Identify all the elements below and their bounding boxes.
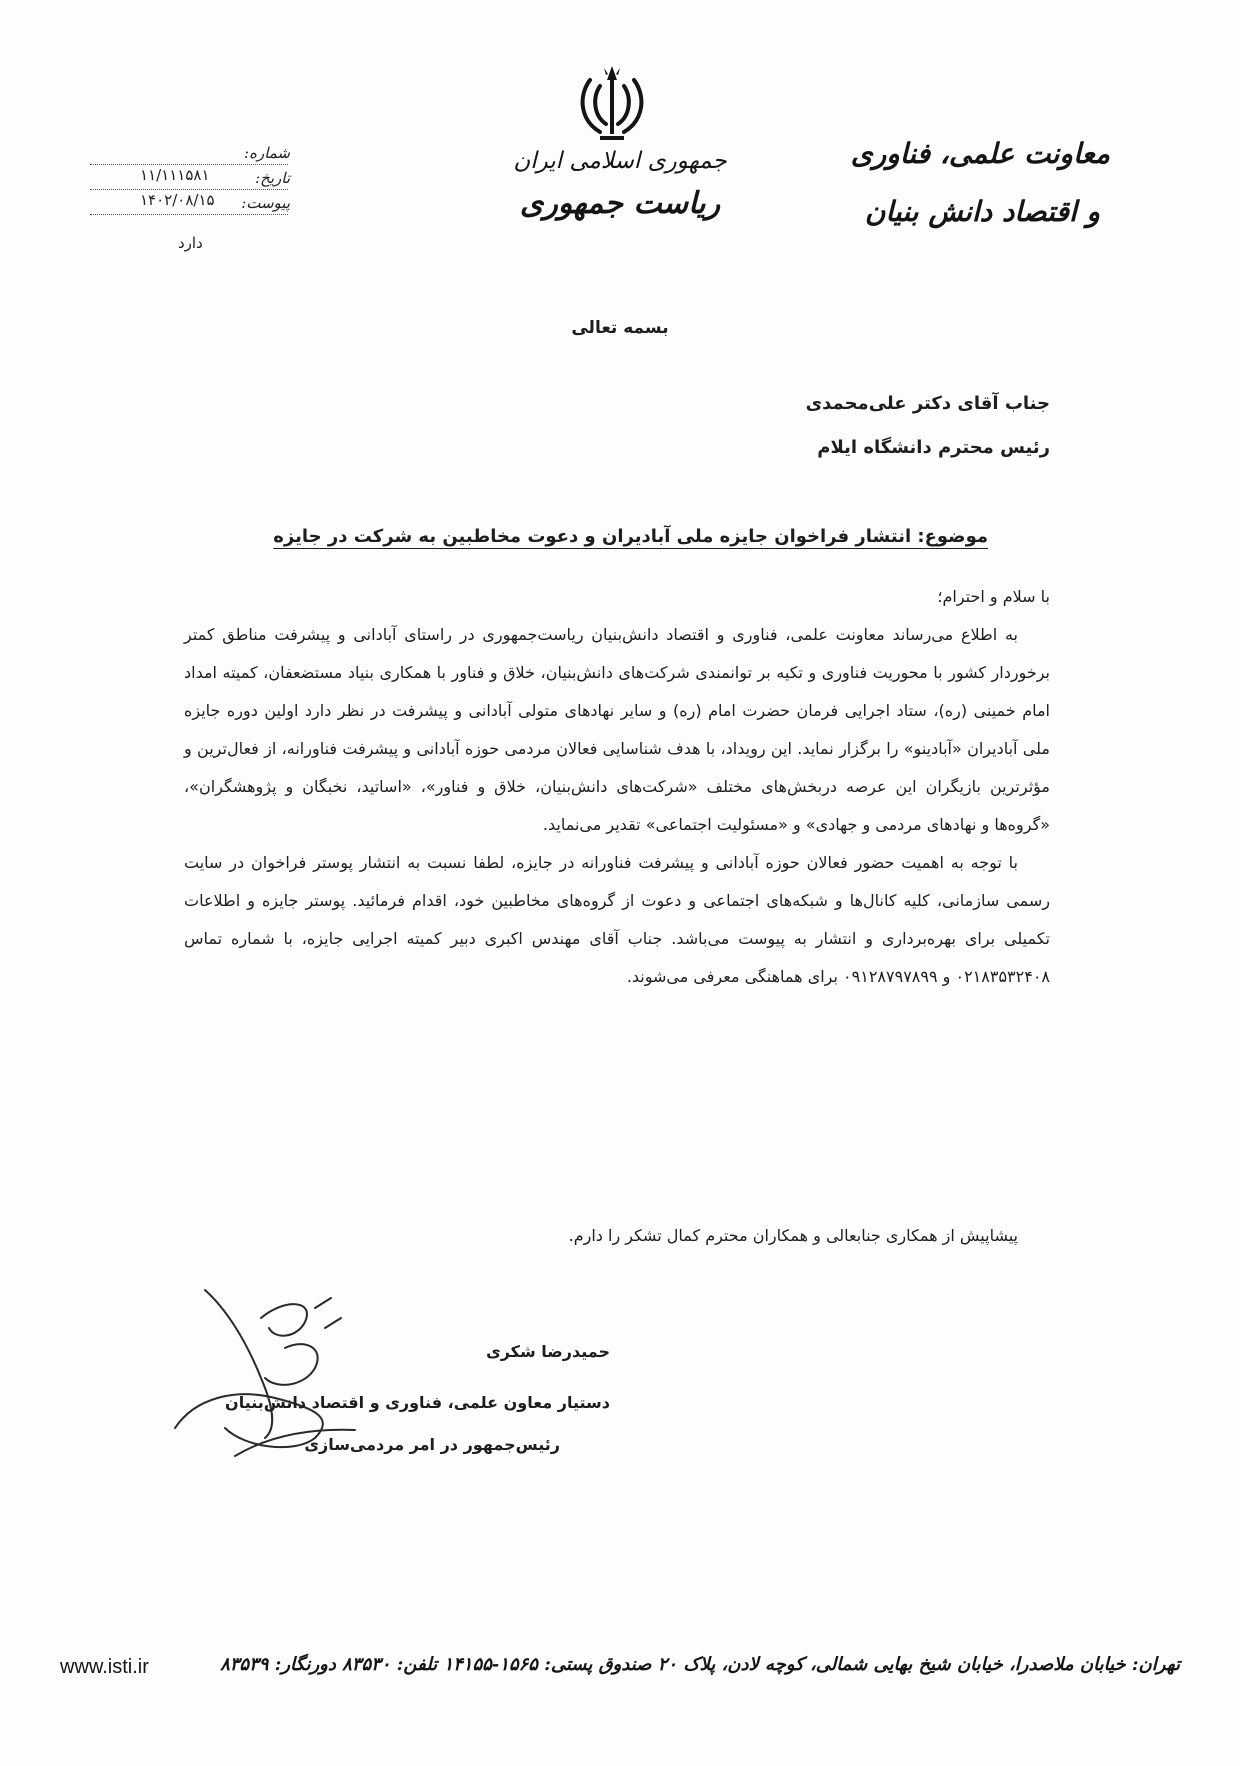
website-link[interactable]: www.isti.ir — [60, 1656, 149, 1678]
letter-body — [184, 578, 1050, 996]
paragraph-2: با توجه به اهمیت حضور فعالان حوزه آبادانی و پیشرفت فناورانه در جایزه، لطفا نسبت به انتشار پوستر فراخوان در سایت رسمی سازمانی، کلیه کانال‌ها و شبکه‌های اجتماعی و دعوت از گروه‌های مخاطبین خود، اقدام فرمائید. پوستر جایزه و اطلاعات تکمیلی برای بهره‌برداری و انتشار به پیوست می‌باشد. جناب آقای مهندس اکبری دبیر کمیته اجرایی جایزه، با شماره تماس ۰۲۱۸۳۵۳۲۴۰۸ و ۰۹۱۲۸۷۹۷۸۹۹ برای هماهنگی معرفی می‌شوند. — [184, 853, 1050, 986]
subject-text: موضوع: انتشار فراخوان جایزه ملی آبادیران و دعوت مخاطبین به شرکت در جایزه — [273, 526, 988, 547]
date-label: تاریخ: — [255, 169, 290, 187]
subject-line — [128, 526, 988, 547]
government-line-2: ریاست جمهوری — [519, 186, 721, 221]
government-line-1: جمهوری اسلامی ایران — [513, 148, 727, 174]
signatory-name: حمیدرضا شکری — [486, 1342, 610, 1361]
signatory-title-line-1: دستیار معاون علمی، فناوری و اقتصاد دانش‌بنیان — [225, 1393, 610, 1412]
number-label: شماره: — [244, 144, 290, 162]
attachment-value: دارد — [178, 234, 203, 252]
date-value: ۱۴۰۲/۰۸/۱۵ — [140, 191, 215, 209]
signatory-title-line-2: رئیس‌جمهور در امر مردمی‌سازی — [304, 1435, 560, 1454]
organization-line-1: معاونت علمی، فناوری — [850, 137, 1110, 170]
government-header — [470, 142, 770, 228]
footer-address: تهران: خیابان ملاصدرا، خیابان شیخ بهایی شمالی، کوچه لادن، پلاک ۲۰ صندوق پستی: ۱۵۶۵-۱۴۱۵۵ تلفن: ۸۳۵۳۰ دورنگار: ۸۳۵۳۹ — [220, 1654, 1180, 1675]
date-line — [90, 189, 288, 190]
attachment-line — [90, 214, 288, 215]
paragraph-1: به اطلاع می‌رساند معاونت علمی، فناوری و اقتصاد دانش‌بنیان ریاست‌جمهوری در راستای آبادانی و پیشرفت مناطق کمتر برخوردار کشور با محوریت فناوری و تکیه بر توانمندی شرکت‌های دانش‌بنیان، خلاق و فناور با همکاری بنیاد مستضعفان، کمیته امداد امام خمینی (ره)، ستاد اجرایی فرمان حضرت امام (ره) و سایر نهادهای متولی آبادانی و پیشرفت در نظر دارد اولین دوره جایزه ملی آبادیران «آبادینو» را برگزار نماید. این رویداد، با هدف شناسایی فعالان مردمی حوزه آبادانی و پیشرفت فناورانه، از فعال‌ترین و مؤثرترین بازیگران این عرصه دربخش‌های مختلف «شرکت‌های دانش‌بنیان، خلاق و فناور»، «اساتید، نخبگان و پژوهشگران»، «گروه‌ها و نهادهای مردمی و جهادی» و «مسئولیت اجتماعی» تقدیر می‌نماید. — [184, 625, 1050, 834]
recipient-name: جناب آقای دکتر علی‌محمدی — [805, 393, 1050, 414]
greeting: با سلام و احترام؛ — [937, 587, 1050, 606]
footer — [60, 1650, 1180, 1690]
number-value: ۱۱/۱۱۱۵۸۱ — [140, 166, 210, 184]
attachment-row — [70, 194, 290, 219]
bismillah: بسمه تعالی — [571, 318, 669, 338]
emblem-icon — [570, 62, 654, 146]
number-line — [90, 164, 288, 165]
organization-line-2: و اقتصاد دانش بنیان — [864, 195, 1100, 228]
letter-meta — [70, 144, 290, 252]
recipient-title: رئیس محترم دانشگاه ایلام — [817, 437, 1050, 458]
closing-line: پیشاپیش از همکاری جنابعالی و همکاران محترم کمال تشکر را دارم. — [568, 1226, 1018, 1245]
organization-name — [810, 125, 1110, 241]
attachment-label: پیوست: — [241, 194, 290, 212]
signatory-title — [160, 1382, 610, 1466]
recipient-block — [550, 382, 1050, 470]
